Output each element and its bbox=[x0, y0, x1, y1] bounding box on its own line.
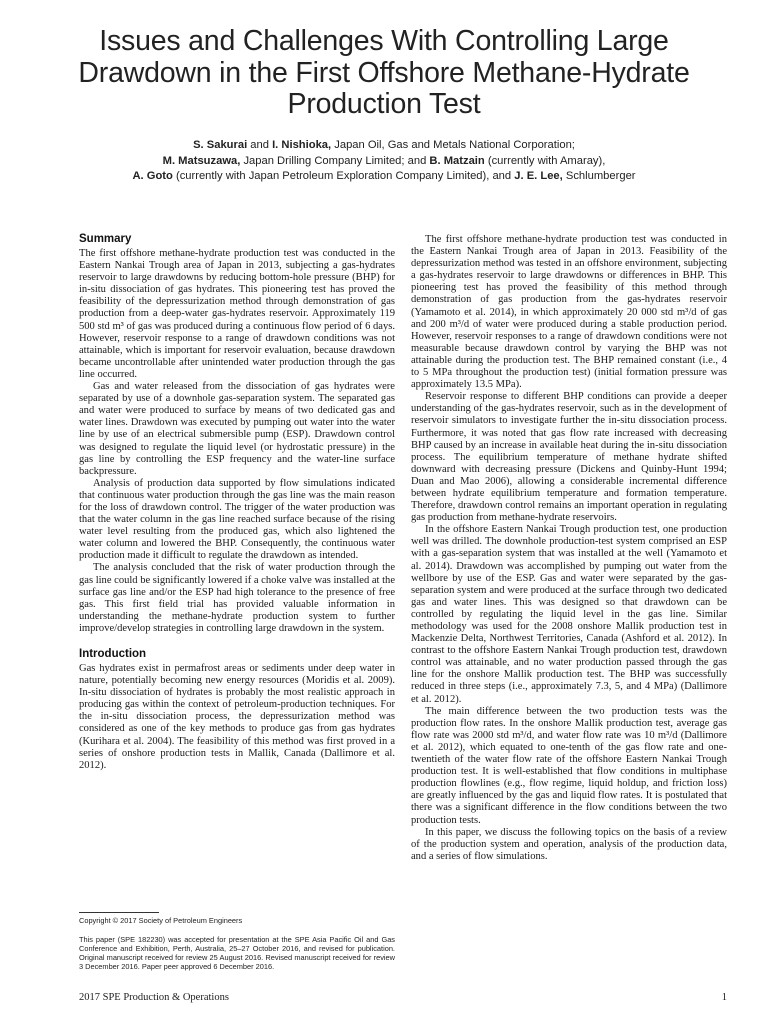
author-affiliation: (currently with Japan Petroleum Exploration Company Limited), and bbox=[172, 170, 515, 182]
author-line-1 bbox=[40, 138, 728, 154]
summary-paragraph: The first offshore methane-hydrate production test was conducted in the Eastern Nankai Trough area of Japan in 2013, subjecting a gas-hydrates reservoir to large drawdowns by reducing bottom-hole pressure (BHP) for in-situ dissociation of gas hydrates. This pioneering test has proved the feasibility of the depressurization method through demonstration of gas production from a deep-water gas-hydrates reservoir. Approximately 119 500 std m³ of gas was produced during a continuous flow period of 6 days. However, reservoir response to a range of drawdown conditions was not attainable, which is important for reservoir evaluation, because drawdown became uncontrollable after unintended water production through the gas line occurred. bbox=[79, 248, 395, 380]
summary-heading: Summary bbox=[79, 233, 132, 245]
summary-paragraph: Analysis of production data supported by flow simulations indicated that continuous water production through the gas line was the main reason for the loss of drawdown control. The trigger of the water production was that the water column in the gas line reached surface because of the rising water level resulting from the produced gas, which also lightened the water column and lowered the BHP. Consequently, the continuous water production made it difficult to regulate the drawdown as intended. bbox=[79, 477, 395, 562]
publication-note: This paper (SPE 182230) was accepted for presentation at the SPE Asia Pacific Oil and Gas Conference and Exhibition, Perth, Australia, 25–27 October 2016, and revised for publication. Original manuscript received for review 25 August 2016. Revised manuscript received for review 3 December 2016. Paper peer approved 6 December 2016. bbox=[79, 935, 395, 971]
author-name: J. E. Lee, bbox=[514, 170, 563, 182]
right-column bbox=[411, 234, 727, 863]
introduction-paragraph: Gas hydrates exist in permafrost areas or sediments under deep water in nature, potentially becoming new energy resources (Moridis et al. 2009). In-situ dissociation of hydrates is probably the most realistic approach in producing gas within the context of petroleum-production techniques. For the in-situ dissociation process, the depressurization method was considered as one of the key methods to produce gas from gas hydrates (Kurihara et al. 2004). The feasibility of this method was first proved in a series of onshore production tests in Mallik, Canada (Dallimore et al. 2012). bbox=[79, 663, 395, 771]
summary-paragraph: Gas and water released from the dissociation of gas hydrates were separated by use of a downhole gas-separation system. The separated gas and water were produced to surface by means of two dedicated gas and water lines. Drawdown was executed by pumping out water into the water line by use of an electrical submersible pump (ESP). Drawdown control was designed to regulate the liquid level (or hydrostatic pressure) in the gas line by controlling the ESP frequency and the water-line surface backpressure. bbox=[79, 381, 395, 477]
copyright-notice: Copyright © 2017 Society of Petroleum Engineers bbox=[79, 916, 243, 925]
page-number: 1 bbox=[721, 992, 727, 1003]
author-name: M. Matsuzawa, bbox=[162, 154, 241, 167]
introduction-heading: Introduction bbox=[79, 648, 147, 660]
body-paragraph: Reservoir response to different BHP conditions can provide a deeper understanding of the gas-hydrates reservoir, such as in the development of reservoir simulators to investigate further the in-situ dissociation process. Furthermore, it was noted that gas flow rate increased with decreasing BHP caused by an increase in available heat during the in-situ dissociation process. The equilibrium temperature of methane hydrate shifted downward with decreasing pressure (Dickens and Quinby-Hunt 1994; Duan and Mao 2006), allowing a considerable incremental difference between hydrate equilibrium temperature and formation temperature. Therefore, drawdown control remains an important operation in regulating gas production from methane-hydrate reservoirs. bbox=[411, 391, 727, 524]
author-joiner: and bbox=[247, 139, 273, 151]
author-name: A. Goto bbox=[132, 170, 173, 182]
body-paragraph: In this paper, we discuss the following topics on the basis of a review of the production system and operation, analysis of the production data, and a series of flow simulations. bbox=[411, 826, 727, 862]
body-paragraph: In the offshore Eastern Nankai Trough production test, one production well was drilled. The downhole production-test system comprised an ESP with a gas-separation system that was installed at the well (Yamamoto et al. 2014). Drawdown was accomplished by pumping out water from the wellbore by use of the ESP. Gas and water were separated by the gas-separation system and were produced at the surface through two dedicated gas and water lines. This was designed so that drawdown can be controlled by regulating the liquid level in the gas line. Similar methodology was used for the 2008 onshore Mallik production test in Mackenzie Delta, Northwest Territories, Canada (Ashford et al. 2012). In contrast to the offshore Eastern Nankai Trough production test, drawdown control was attainable, and no water production passed through the gas line for the onshore Mallik production test. The BHP was successfully reduced in three steps (i.e., approximately 7.3, 5, and 4 MPa) (Dallimore et al. 2012). bbox=[411, 524, 727, 705]
author-name: B. Matzain bbox=[429, 154, 485, 167]
author-affiliation: Schlumberger bbox=[562, 170, 636, 182]
footnote-divider bbox=[79, 912, 159, 913]
author-affiliation: (currently with Amaray), bbox=[484, 154, 606, 167]
body-paragraph: The first offshore methane-hydrate production test was conducted in the Eastern Nankai Trough area of Japan in 2013. Feasibility of the depressurization method was tested in an offshore environment, subjecting a gas-hydrates reservoir to large drawdowns or differences in BHP. This pioneering test has proved the feasibility of this method through demonstration of gas production from the gas-hydrates reservoir (Yamamoto et al. 2014), in which approximately 20 000 std m³/d of gas and 200 m³/d of water were produced during a stable production period. However, reservoir responses to a range of drawdown conditions were not measurable because drawdown control by varying the BHP was not attainable during the production test. The BHP remained constant (i.e., 4 to 5 MPa throughout the production test) (initial formation pressure was approximately 13.5 MPa). bbox=[411, 234, 727, 391]
author-name: I. Nishioka, bbox=[272, 139, 332, 151]
journal-footer: 2017 SPE Production & Operations bbox=[79, 992, 229, 1003]
author-affiliation: Japan Drilling Company Limited; and bbox=[240, 154, 430, 167]
author-line-3 bbox=[40, 169, 728, 185]
body-paragraph: The main difference between the two production tests was the production flow rates. In the onshore Mallik production test, average gas flow rate was 2000 std m³/d, and water flow rate was 10 m³/d (Dallimore et al. 2012), which equated to one-tenth of the gas flow rate and one-twentieth of the water flow rate of the offshore Eastern Nankai Trough production test. It is well-established that flow conditions in multiphase production flowlines (e.g., flow regime, liquid holdup, and friction loss) are greatly influenced by the gas and liquid flow rates. It is postulated that there was a significant difference in the flow conditions between the two production tests. bbox=[411, 705, 727, 826]
summary-paragraph: The analysis concluded that the risk of water production through the gas line could be significantly lowered if a choke valve was installed at the surface gas line and/or the ESP had high tolerance to the presence of free gas. This first field trial has provided valuable information in understanding the methane-hydrate production system to further improve/develop strategies in controlling large drawdown in the system. bbox=[79, 562, 396, 634]
author-affiliation: Japan Oil, Gas and Metals National Corporation; bbox=[331, 139, 575, 151]
left-column bbox=[79, 232, 395, 772]
author-name: S. Sakurai bbox=[193, 139, 248, 151]
paper-title: Issues and Challenges With Controlling Large Drawdown in the First Offshore Methane-Hydrate Production Test bbox=[78, 25, 690, 120]
author-list bbox=[40, 138, 728, 185]
author-line-2 bbox=[40, 154, 728, 170]
